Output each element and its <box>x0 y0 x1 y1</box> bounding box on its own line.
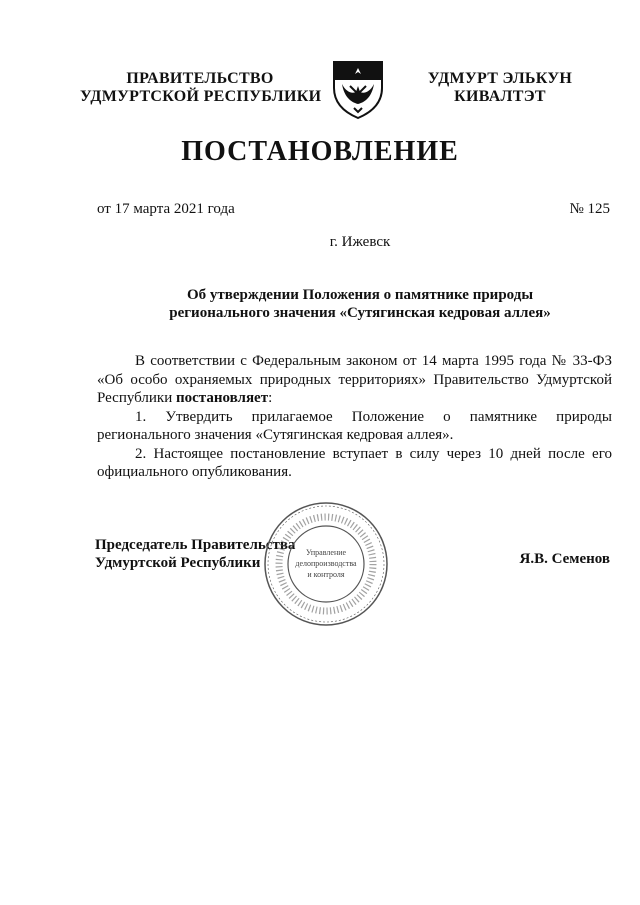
office-stamp-icon <box>262 500 390 628</box>
subject-line1: Об утверждении Положения о памятнике природы <box>186 287 534 303</box>
government-name-ru-line1: ПРАВИТЕЛЬСТВО <box>126 70 274 87</box>
document-number: № 125 <box>569 201 610 217</box>
decree-keyword: постановляет <box>176 390 269 406</box>
preamble-text: В соответствии с Федеральным законом от 14 марта 1995 года № 33-ФЗ «Об особо охраняемых природных территориях» Правительство Удмуртской Республики <box>97 353 612 406</box>
government-name-udm-line2: КИВАЛТЭТ <box>454 88 546 105</box>
government-name-udm <box>410 70 590 106</box>
decree-item-2: 2. Настоящее постановление вступает в силу через 10 дней после его официального опубликования. <box>97 445 612 480</box>
subject-line2: регионального значения «Сутягинская кедровая аллея» <box>169 305 551 321</box>
stamp-line3: и контроля <box>307 570 345 579</box>
preamble-colon: : <box>268 390 273 406</box>
signatory-title-line1: Председатель Правительства <box>95 537 296 553</box>
government-name-ru <box>80 70 320 106</box>
government-name-udm-line1: УДМУРТ ЭЛЬКУН <box>427 70 573 87</box>
document-city: г. Ижевск <box>329 234 391 250</box>
document-subject <box>0 286 640 322</box>
document-type-title: ПОСТАНОВЛЕНИЕ <box>181 136 459 167</box>
stamp-line1: Управление <box>305 548 347 557</box>
document-body <box>97 352 612 482</box>
preamble-paragraph <box>97 352 612 408</box>
document-date: от 17 марта 2021 года <box>97 201 235 217</box>
signatory-title-line2: Удмуртской Республики <box>95 555 261 571</box>
udmurt-coat-of-arms-icon <box>330 58 386 120</box>
decree-item-1: 1. Утвердить прилагаемое Положение о памятнике природы регионального значения «Сутягинская кедровая аллея». <box>97 408 612 443</box>
government-name-ru-line2: УДМУРТСКОЙ РЕСПУБЛИКИ <box>80 88 322 105</box>
stamp-line2: делопроизводства <box>295 559 357 568</box>
signatory-name: Я.В. Семенов <box>519 551 610 567</box>
